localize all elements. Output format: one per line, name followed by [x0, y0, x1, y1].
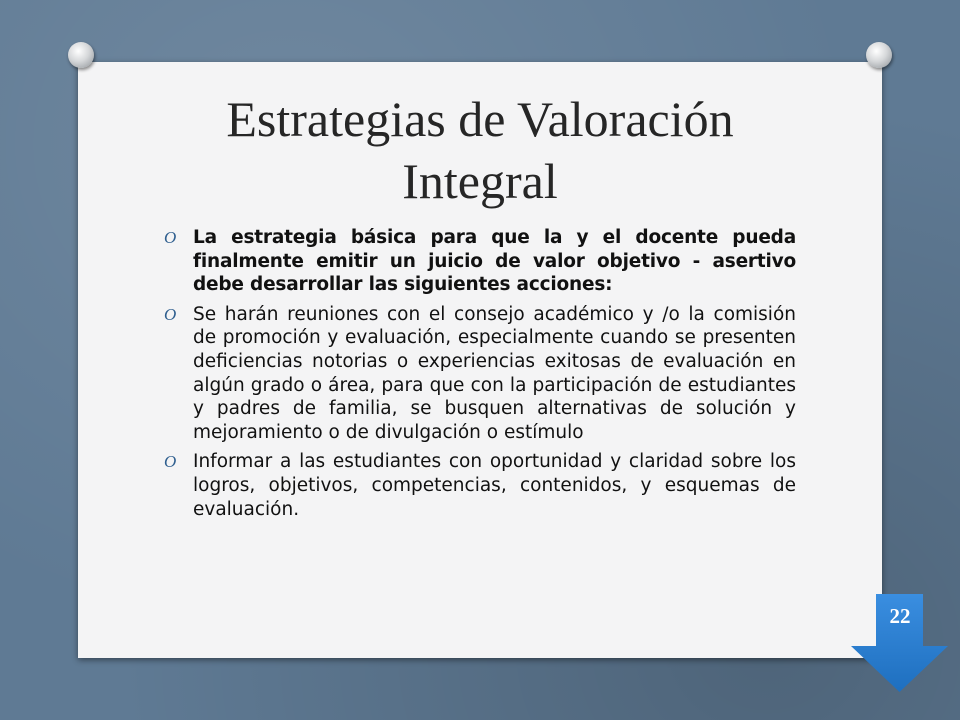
bullet-item-2 — [160, 303, 796, 445]
title-line-1: Estrategias de Valoración — [226, 91, 734, 147]
title-line-2: Integral — [402, 153, 558, 209]
bullet-text: Se harán reuniones con el consejo académico y /o la comisión de promoción y evaluación, especialmente cuando se presenten deficiencias notorias o experiencias exitosas de evaluación en algún grado o área, para que con la participación de estudiantes y padres de familia, se busquen alternativas de solución y mejoramiento o de divulgación o estímulo — [193, 303, 796, 443]
pushpin-left-icon — [68, 42, 94, 68]
bullet-icon: O — [164, 304, 177, 324]
bullet-text: La estrategia básica para que la y el docente pueda finalmente emitir un juicio de valor objetivo - asertivo debe desarrollar las siguientes acciones: — [193, 227, 796, 296]
bullet-list — [160, 226, 796, 527]
page-number: 22 — [889, 604, 911, 628]
bullet-item-1 — [160, 226, 796, 297]
bullet-text: Informar a las estudiantes con oportunidad y claridad sobre los logros, objetivos, competencias, contenidos, y esquemas de evaluación. — [193, 451, 796, 520]
bullet-icon: O — [164, 228, 177, 247]
slide-title — [150, 88, 810, 212]
bullet-icon: O — [164, 452, 177, 472]
bullet-item-3 — [160, 450, 796, 521]
pushpin-right-icon — [866, 42, 892, 68]
